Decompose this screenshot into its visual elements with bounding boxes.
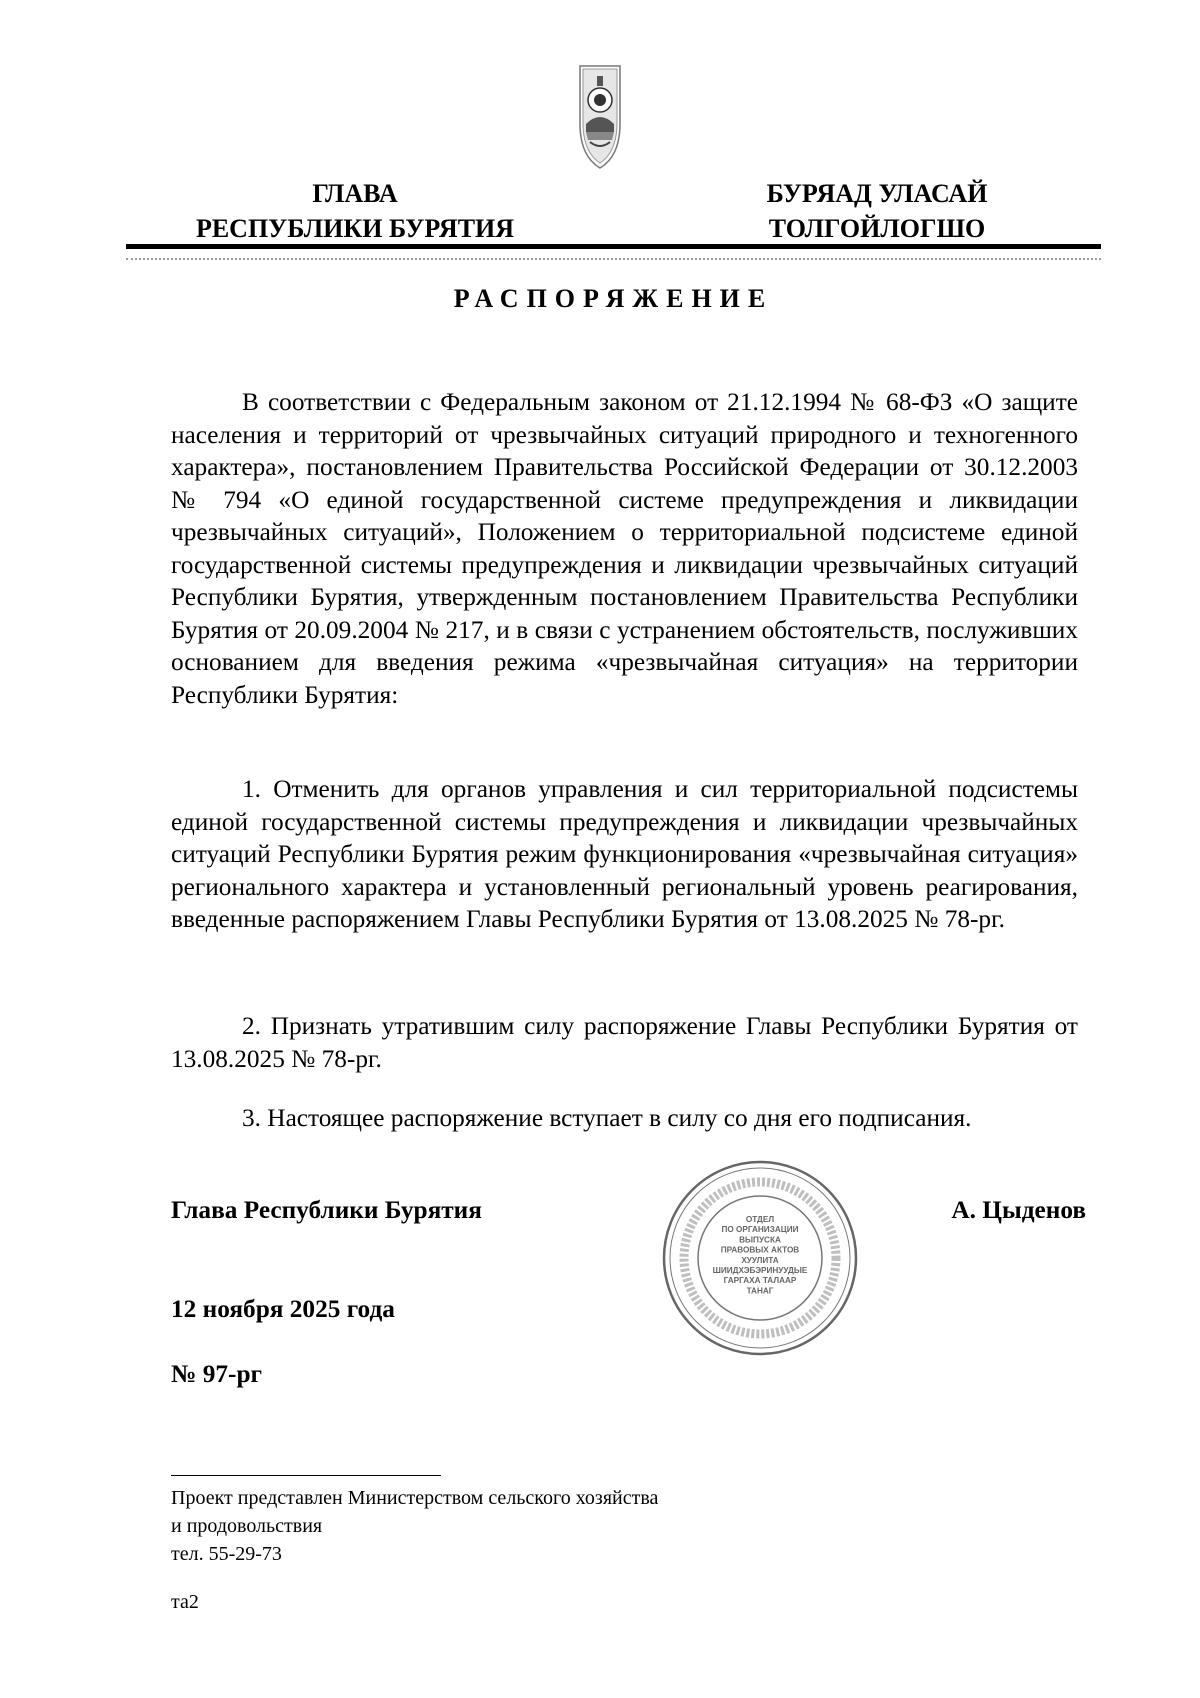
header-divider-thin xyxy=(126,258,1101,260)
order-item-1: 1. Отменить для органов управления и сил территориальной подсистемы единой государственной системы предупреждения и ликвидации чрезвычайных ситуаций Республики Бурятия режим функционирования «чрезвычайная ситуация» регионального характера и установленный региональный уровень реагирования, введенные распоряжением Главы Республики Бурятия от 13.08.2025 № 78-рг. xyxy=(171,775,1078,933)
document-number: № 97-рг xyxy=(171,1360,263,1388)
footnote-line-1: Проект представлен Министерством сельского хозяйства xyxy=(171,1487,659,1509)
authority-line-2: РЕСПУБЛИКИ БУРЯТИЯ xyxy=(195,214,515,243)
authority-line-2: ТОЛГОЙЛОГШО xyxy=(768,214,986,243)
footnote xyxy=(171,1484,658,1568)
footnote-phone: тел. 55-29-73 xyxy=(171,1543,282,1565)
authority-name-buryat xyxy=(727,176,1027,246)
preamble-paragraph: В соответствии с Федеральным законом от 21.12.1994 № 68-ФЗ «О защите населения и территорий от чрезвычайных ситуаций природного и техногенного характера», постановлением Правительства Российской Федерации от 30.12.2003 № 794 «О единой государственной системе предупреждения и ликвидации чрезвычайных ситуаций», Положением о территориальной подсистеме единой государственной системы предупреждения и ликвидации чрезвычайных ситуаций Республики Бурятия, утвержденным постановлением Правительства Республики Бурятия от 20.09.2004 № 217, и в связи с устранением обстоятельств, послуживших основанием для введения режима «чрезвычайная ситуация» на территории Республики Бурятия: xyxy=(171,388,1078,709)
signing-date: 12 ноября 2025 года xyxy=(171,1295,395,1323)
seal-text-line: ХУУЛИТА xyxy=(741,1255,779,1265)
seal-text-line: ШИИДХЭБЭРИНУУДЫЕ xyxy=(712,1266,808,1275)
coat-of-arms-emblem xyxy=(576,60,624,172)
signatory-name: А. Цыденов xyxy=(951,1196,1086,1224)
seal-text-line: ПО ОРГАНИЗАЦИИ xyxy=(721,1225,799,1235)
seal-text-line: ВЫПУСКА xyxy=(739,1235,781,1245)
authority-line-1: ГЛАВА xyxy=(312,179,398,208)
order-item-3: 3. Настоящее распоряжение вступает в силу со дня его подписания. xyxy=(242,1104,972,1132)
seal-text-line: ТАНАГ xyxy=(746,1286,774,1296)
seal-text-line: ОТДЕЛ xyxy=(745,1215,775,1224)
seal-text-line: ПРАВОВЫХ АКТОВ xyxy=(720,1245,800,1255)
footnote-line-2: и продовольствия xyxy=(171,1515,323,1537)
document-title: РАСПОРЯЖЕНИЕ xyxy=(453,284,774,313)
signatory-position: Глава Республики Бурятия xyxy=(171,1196,482,1224)
authority-name-russian xyxy=(155,176,555,246)
footnote-divider xyxy=(171,1475,441,1476)
seal-text-line: ГАРГАХА ТАЛААР xyxy=(723,1276,797,1286)
order-item-2: 2. Признать утратившим силу распоряжение Главы Республики Бурятия от 13.08.2025 № 78-рг. xyxy=(171,1012,1078,1073)
header-divider-thick xyxy=(126,244,1101,249)
registration-code: та2 xyxy=(171,1591,199,1613)
official-seal xyxy=(660,1158,860,1358)
authority-line-1: БУРЯАД УЛАСАЙ xyxy=(766,179,988,208)
